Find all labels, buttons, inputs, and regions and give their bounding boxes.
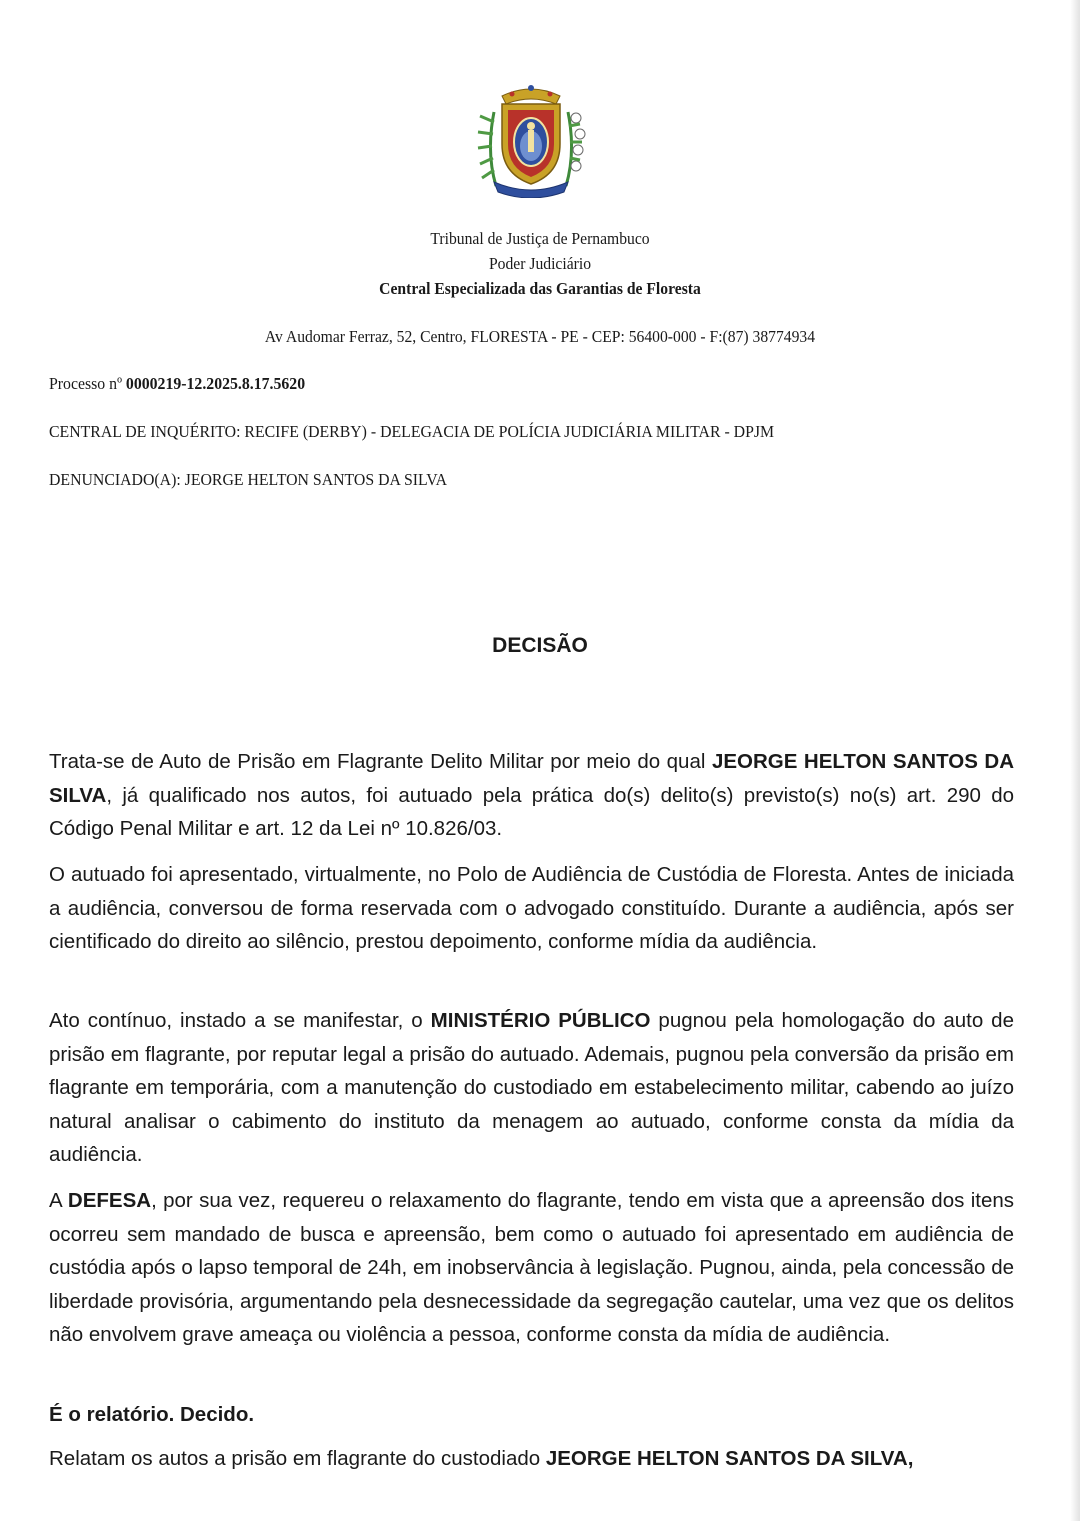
paragraph-text: pugnou pela homologação do auto de prisão em flagrante, por reputar legal a prisão do autuado. Ademais, pugnou pela conversão da prisão em flagrante em temporária, com a manutenção do custodiado em estabelecimento militar, cabendo ao juízo natural analisar o cabimento do instituto da menagem ao autuado, conforme consta da mídia da audiência. [49, 1009, 1014, 1166]
paragraph-defense [49, 1184, 1014, 1352]
pernambuco-coat-of-arms-icon [472, 82, 590, 198]
paragraph-hearing: O autuado foi apresentado, virtualmente, no Polo de Audiência de Custódia de Floresta. Antes de iniciada a audiência, conversou de forma reservada com o advogado constituído. Durante a audiência, após ser cientificado do direito ao silêncio, prestou depoimento, conforme mídia da audiência. [49, 863, 1014, 953]
paragraph-case-summary [49, 745, 1014, 846]
decision-title: DECISÃO [492, 634, 588, 657]
process-number: 0000219-12.2025.8.17.5620 [125, 374, 306, 393]
page-edge-shadow [1070, 0, 1080, 1521]
paragraph-text: , por sua vez, requereu o relaxamento do flagrante, tendo em vista que a apreensão dos itens ocorreu sem mandado de busca e apreensão, bem como o autuado foi apresentado em audiência de custódia após o lapso temporal de 24h, em inobservância à legislação. Pugnou, ainda, pela concessão de liberdade provisória, argumentando pela desnecessidade da segregação cautelar, uma vez que os delitos não envolvem grave ameaça ou violência a pessoa, conforme consta da mídia de audiência. [49, 1189, 1014, 1346]
paragraph-text: Relatam os autos a prisão em flagrante do custodiado [49, 1447, 546, 1470]
paragraph-prosecution [49, 1004, 1014, 1172]
court-name: Tribunal de Justiça de Pernambuco [430, 229, 650, 248]
central-name: Central Especializada das Garantias de Floresta [379, 279, 701, 298]
court-address: Av Audomar Ferraz, 52, Centro, FLORESTA - PE - CEP: 56400-000 - F:(87) 38774934 [264, 327, 816, 346]
inquiry-central: CENTRAL DE INQUÉRITO: RECIFE (DERBY) - DELEGACIA DE POLÍCIA JUDICIÁRIA MILITAR - DPJM [49, 422, 775, 441]
process-label: Processo nº [49, 374, 126, 393]
prosecution-label: MINISTÉRIO PÚBLICO [430, 1009, 651, 1032]
defendant-line: DENUNCIADO(A): JEORGE HELTON SANTOS DA SILVA [49, 470, 448, 489]
paragraph-text: A [49, 1189, 68, 1212]
report-conclusion: É o relatório. Decido. [49, 1403, 255, 1426]
judicial-power: Poder Judiciário [488, 254, 592, 273]
defense-label: DEFESA [67, 1189, 152, 1212]
paragraph-text: Ato contínuo, instado a se manifestar, o [49, 1009, 431, 1032]
paragraph-text: , já qualificado nos autos, foi autuado pela prática do(s) delito(s) previsto(s) no(s) art. 290 do Código Penal Militar e art. 12 da Lei nº 10.826/03. [49, 783, 1014, 840]
paragraph-analysis [49, 1442, 1014, 1476]
paragraph-text: Trata-se de Auto de Prisão em Flagrante Delito Militar por meio do qual [49, 750, 712, 773]
defendant-name: JEORGE HELTON SANTOS DA SILVA [49, 750, 1014, 807]
defendant-name: JEORGE HELTON SANTOS DA SILVA, [545, 1447, 914, 1470]
process-line [49, 372, 305, 396]
